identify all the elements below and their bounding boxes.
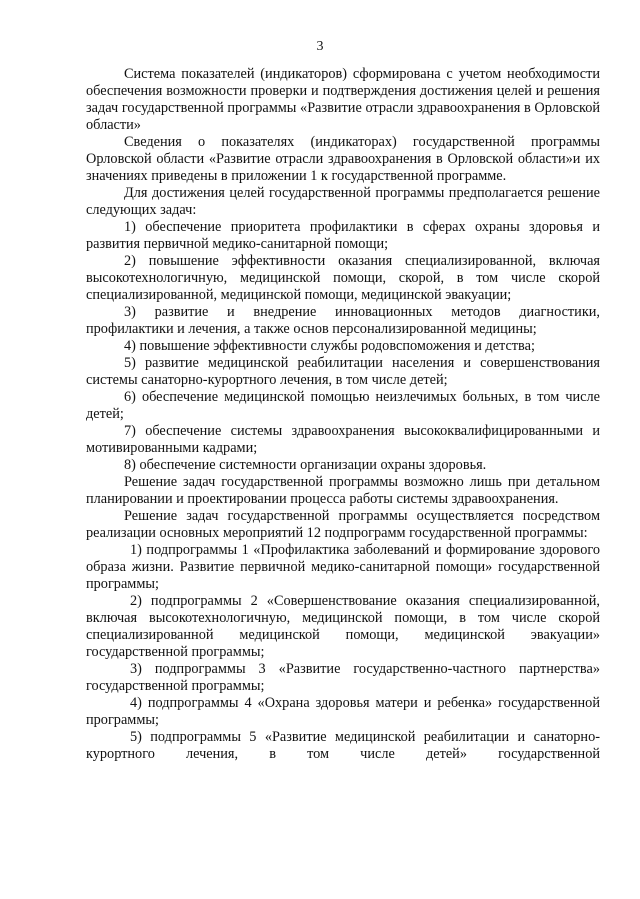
task-item-7: 7) обеспечение системы здравоохранения высококвалифицированными и мотивированными кадрами; bbox=[86, 423, 600, 456]
task-item-4: 4) повышение эффективности службы родовспоможения и детства; bbox=[124, 338, 535, 354]
paragraph-subprograms-intro: Решение задач государственной программы осуществляется посредством реализации основных мероприятий 12 подпрограмм государственной программы: bbox=[86, 508, 600, 541]
subprogram-item-1: 1) подпрограммы 1 «Профилактика заболеваний и формирование здорового образа жизни. Развитие первичной медико-санитарной помощи» государственной программы; bbox=[86, 542, 600, 592]
subprogram-item-2: 2) подпрограммы 2 «Совершенствование оказания специализированной, включая высокотехнологичную, медицинской помощи, в том числе скорой специализированной медицинской помощи, медицинской эвакуации» государственной программы; bbox=[86, 593, 600, 660]
subprogram-item-3: 3) подпрограммы 3 «Развитие государственно-частного партнерства» государственной программы; bbox=[86, 661, 600, 694]
task-item-1: 1) обеспечение приоритета профилактики в сферах охраны здоровья и развития первичной медико-санитарной помощи; bbox=[86, 219, 600, 252]
task-item-6: 6) обеспечение медицинской помощью неизлечимых больных, в том числе детей; bbox=[86, 389, 600, 422]
paragraph-planning: Решение задач государственной программы возможно лишь при детальном планировании и проектировании процесса работы системы здравоохранения. bbox=[86, 474, 600, 507]
task-item-5: 5) развитие медицинской реабилитации населения и совершенствования системы санаторно-курортного лечения, в том числе детей; bbox=[86, 355, 600, 388]
task-item-3: 3) развитие и внедрение инновационных методов диагностики, профилактики и лечения, а также основ персонализированной медицины; bbox=[86, 304, 600, 337]
document-body bbox=[86, 66, 600, 763]
subprogram-item-4: 4) подпрограммы 4 «Охрана здоровья матери и ребенка» государственной программы; bbox=[86, 695, 600, 728]
subprogram-item-5: 5) подпрограммы 5 «Развитие медицинской реабилитации и санаторно-курортного лечения, в том числе детей» государственной bbox=[86, 729, 600, 762]
paragraph-tasks-intro: Для достижения целей государственной программы предполагается решение следующих задач: bbox=[86, 185, 600, 218]
paragraph-indicators-info: Сведения о показателях (индикаторах) государственной программы Орловской области «Развитие отрасли здравоохранения в Орловской области»и их значениях приведены в приложении 1 к государственной программе. bbox=[86, 134, 600, 184]
task-item-2: 2) повышение эффективности оказания специализированной, включая высокотехнологичную, медицинской помощи, скорой, в том числе скорой специализированной, медицинской помощи, медицинской эвакуации; bbox=[86, 253, 600, 303]
paragraph-indicators-system: Система показателей (индикаторов) сформирована с учетом необходимости обеспечения возможности проверки и подтверждения достижения целей и решения задач государственной программы «Развитие отрасли здравоохранения в Орловской области» bbox=[86, 66, 600, 133]
page-number: 3 bbox=[316, 39, 324, 54]
task-item-8: 8) обеспечение системности организации охраны здоровья. bbox=[124, 457, 487, 473]
